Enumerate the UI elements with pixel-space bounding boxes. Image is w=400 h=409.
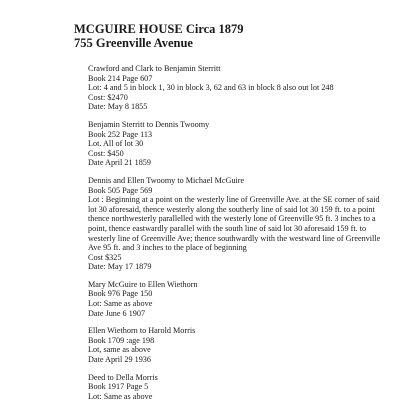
entry-heading: Dennis and Ellen Twoomy to Michael McGuire <box>88 175 245 185</box>
entry-book: Book 1917 Page 5 <box>88 382 149 392</box>
deed-entry <box>88 176 388 272</box>
entry-lot: Lot: Same as above <box>88 391 153 401</box>
entry-date: Date: May 17 1879 <box>88 262 152 272</box>
deed-entry <box>88 280 388 318</box>
entry-heading: Mary McGuire to Ellen Wiethorn <box>88 279 198 289</box>
entry-lot: Lot : Beginning at a point on the westerly line of Greenville Ave. at the SE corner of said lot 30 aforesaid, thence westerly along the southerly line of said lot 30 159 ft. to a point thence northwesterly parallelled with the westerly lone of Greenville 95 ft. 3 inches to a point, thence eastwardly parallel with the south line of said lot 30 aforesaid 159 ft. to westerly line of Greenville Ave; thence southwardly with the westward line of Greenville Ave 95 ft. and 3 inches to the place of beginning <box>88 195 381 253</box>
entry-date: Date: May 8 1855 <box>88 102 148 112</box>
entry-cost: Cost: $2470 <box>88 92 128 102</box>
entry-cost: Cost $325 <box>88 252 122 262</box>
entry-heading: Crawford and Clark to Benjamin Sterritt <box>88 64 221 73</box>
deed-entry <box>88 120 388 168</box>
entry-book: Book 214 Page 607 <box>88 73 153 83</box>
deed-entry <box>88 326 388 364</box>
entry-book: Book 252 Page 113 <box>88 129 153 139</box>
deed-entry <box>88 373 388 402</box>
entry-lot: Lot: 4 and 5 in block 1, 30 in block 3, 62 and 63 in block 8 also out lot 248 <box>88 83 334 93</box>
entry-cost: Cost: $450 <box>88 148 124 158</box>
entry-lot: Lot, same as above <box>88 345 151 355</box>
document-title: MCGUIRE HOUSE Circa 1879 <box>74 22 244 36</box>
entry-date: Date April 21 1859 <box>88 158 151 168</box>
entry-date: Date April 29 1936 <box>88 355 151 365</box>
entry-lot: Lot. All of lot 30 <box>88 139 144 149</box>
entry-book: Book 976 Page 150 <box>88 289 153 299</box>
document-address: 755 Greenville Avenue <box>74 36 193 50</box>
entry-date: Date June 6 1907 <box>88 308 146 318</box>
deed-entries <box>88 64 388 409</box>
entry-book: Book 505 Page 569 <box>88 185 153 195</box>
entry-book: Book 1709 :age 198 <box>88 335 155 345</box>
entry-lot: Lot: Same as above <box>88 299 153 309</box>
deed-entry <box>88 64 388 112</box>
entry-heading: Ellen Wiethorn to Harold Morris <box>88 326 196 336</box>
entry-heading: Deed to Della Morris <box>88 372 158 382</box>
entry-heading: Benjamin Sterritt to Dennis Twoomy <box>88 119 210 129</box>
